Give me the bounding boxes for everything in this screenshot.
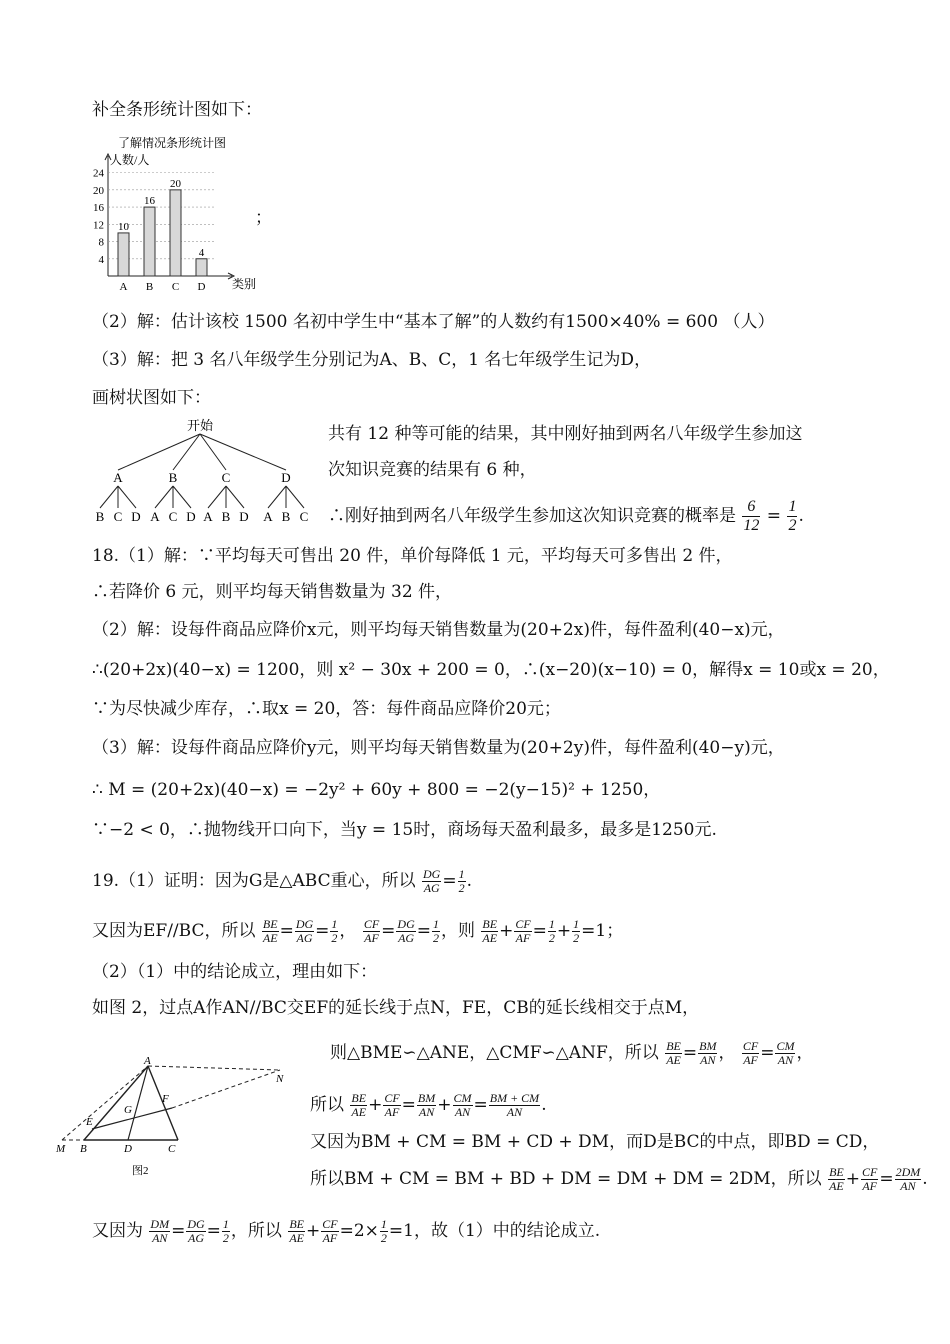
chart-title: 了解情况条形统计图: [118, 136, 227, 150]
tree-text-1: 共有 12 种等可能的结果，其中刚好抽到两名八年级学生参加这: [328, 424, 803, 444]
bar-value-label: 20: [170, 177, 181, 190]
q19-reason-1-text: 则△BME∽△ANE，△CMF∽△ANF，所以: [330, 1043, 659, 1063]
fraction-be-ae-2: $\frac{BE}{AE}$: [482, 917, 498, 945]
q19-part2: （2）（1）中的结论成立，理由如下：: [92, 962, 378, 982]
tree-leaf-a: A: [203, 509, 213, 524]
fraction-dm-an: $\frac{DM}{AN}$: [150, 1217, 170, 1245]
tree-sub-branch: [173, 486, 191, 508]
fig-label-f: F: [162, 1093, 169, 1105]
y-tick-label: 4: [98, 253, 104, 266]
fraction-dg-ag: $\frac{DG}{AG}$: [423, 867, 441, 895]
fraction-half-2: $\frac{1}{2}$: [331, 917, 338, 945]
tree-leaf-c: C: [299, 509, 309, 524]
x-tick-label: C: [171, 281, 180, 293]
tree-leaf-a: A: [263, 509, 273, 524]
figure-2: [52, 1056, 302, 1196]
tree-leaf-c: C: [168, 509, 178, 524]
q19-reason-2: 所以 $\frac{BE}{AE}$ + $\frac{CF}{AF}$ = $\frac{BM}{AN}$ + $\frac{CM}{AN}$ = $\frac{BM + CM}{AN}$ .: [310, 1091, 547, 1119]
probability-text: ∴刚好抽到两名八年级学生参加这次知识竞赛的概率是: [328, 506, 736, 526]
fraction-half-7: $\frac{1}{2}$: [380, 1217, 387, 1245]
tree-text-2: 次知识竞赛的结果有 6 种，: [328, 460, 537, 480]
fig-label-d: D: [124, 1143, 132, 1155]
tree-node-d: D: [281, 470, 291, 485]
bar-a: [118, 233, 129, 276]
q19-part1-text: 19.（1）证明：因为G是△ABC重心，所以: [92, 871, 416, 891]
fraction-be-ae-6: $\frac{BE}{AE}$: [289, 1217, 304, 1245]
tree-leaf-c: C: [113, 509, 123, 524]
fraction-cf-af-6: $\frac{CF}{AF}$: [322, 1217, 338, 1245]
q19-reason-2-text: 所以: [310, 1095, 344, 1115]
q19-part1b-text: 又因为EF//BC，所以: [92, 921, 256, 941]
fraction-dg-ag-3: $\frac{DG}{AG}$: [397, 917, 415, 945]
tree-node-b: B: [168, 470, 178, 485]
tree-node-c: C: [221, 470, 231, 485]
tree-branch: [118, 434, 200, 470]
intro-text: 补全条形统计图如下：: [92, 100, 262, 120]
fraction-cm-an-2: $\frac{CM}{AN}$: [453, 1091, 472, 1119]
q19-part1: 19.（1）证明：因为G是△ABC重心，所以 $\frac{DG}{AG}$ = $\frac{1}{2}$ .: [92, 867, 473, 895]
tree-sub-branch: [268, 486, 286, 508]
fraction-half: $\frac{1}{2}$: [458, 867, 465, 895]
q19-reason-3: 又因为BM + CM = BM + CD + DM，而D是BC的中点，即BD = CD，: [310, 1132, 880, 1152]
q17-part2: （2）解：估计该校 1500 名初中学生中“基本了解”的人数约有1500×40% = 600 （人）: [92, 312, 775, 332]
fraction-bmcm-an: $\frac{BM + CM}{AN}$: [489, 1091, 540, 1119]
q18-part1: 18.（1）解：∵平均每天可售出 20 件，单价每降低 1 元，平均每天可多售出 2 件，: [92, 546, 733, 566]
q18-part1b: ∴若降价 6 元，则平均每天销售数量为 32 件，: [92, 582, 453, 602]
fig-label-c: C: [168, 1143, 176, 1155]
chart-ylabel: 人数/人: [110, 153, 150, 167]
q19-reason-1: 则△BME∽△ANE，△CMF∽△ANF，所以 $\frac{BE}{AE}$ = $\frac{BM}{AN}$ ， $\frac{CF}{AF}$ = $\frac{CM}{AN}$ ，: [330, 1039, 814, 1067]
fraction-bm-an: $\frac{BM}{AN}$: [699, 1039, 717, 1067]
q19-part2b: 如图 2，过点A作AN//BC交EF的延长线于点N，FE，CB的延长线相交于点M，: [92, 998, 700, 1018]
tree-sub-branch: [155, 486, 173, 508]
fraction-2dm-an: $\frac{2DM}{AN}$: [895, 1165, 921, 1193]
tree-leaf-b: B: [281, 509, 291, 524]
tree-leaf-a: A: [150, 509, 160, 524]
fraction-cf-af-3: $\frac{CF}{AF}$: [742, 1039, 759, 1067]
fraction-be-ae-3: $\frac{BE}{AE}$: [666, 1039, 681, 1067]
fraction-cf-af-4: $\frac{CF}{AF}$: [384, 1091, 400, 1119]
x-tick-label: A: [119, 281, 128, 293]
q18-part2b: ∴(20+2x)(40−x) = 1200，则 x² − 30x + 200 = 0，∴(x−20)(x−10) = 0，解得x = 10或x = 20，: [92, 660, 890, 680]
fraction-be-ae-4: $\frac{BE}{AE}$: [351, 1091, 367, 1119]
tree-root-label: 开始: [186, 418, 214, 433]
fraction-half-5: $\frac{1}{2}$: [573, 917, 580, 945]
fraction-cf-af-5: $\frac{CF}{AF}$: [862, 1165, 878, 1193]
y-tick-label: 20: [93, 184, 104, 197]
y-tick-label: 16: [93, 202, 104, 215]
fig-caption: 图2: [132, 1165, 149, 1177]
fraction-cf-af-2: $\frac{CF}{AF}$: [515, 917, 531, 945]
y-tick-label: 12: [93, 219, 104, 232]
fig-line-an: [148, 1066, 280, 1070]
q18-part3c: ∵−2 < 0，∴抛物线开口向下，当y = 15时，商场每天盈利最多，最多是1250元.: [92, 820, 717, 840]
tree-sub-branch: [100, 486, 118, 508]
q17-tree-intro: 画树状图如下：: [92, 388, 211, 408]
tree-leaf-d: D: [239, 509, 249, 524]
tree-sub-branch: [208, 486, 226, 508]
x-tick-label: B: [145, 281, 154, 293]
fig-label-m: M: [56, 1143, 66, 1155]
bar-chart: [82, 134, 262, 294]
q18-part3: （3）解：设每件商品应降价y元，则平均每天销售数量为(20+2y)件，每件盈利(40−y)元，: [92, 738, 785, 758]
q19-last-end: ，故（1）中的结论成立.: [413, 1221, 601, 1241]
fig-label-a: A: [144, 1056, 151, 1067]
q17-part3: （3）解：把 3 名八年级学生分别记为A、B、C，1 名七年级学生记为D，: [92, 350, 652, 370]
fraction-half-6: $\frac{1}{2}$: [222, 1217, 229, 1245]
q19-reason-4: 所以BM + CM = BM + BD + DM = DM + DM = 2DM，所以 $\frac{BE}{AE}$ + $\frac{CF}{AF}$ = $\frac{2DM}{AN}$ .: [310, 1165, 928, 1193]
bar-value-label: 10: [118, 220, 129, 233]
bar-value-label: 16: [144, 195, 155, 208]
tree-text-3: ∴刚好抽到两名八年级学生参加这次知识竞赛的概率是 $\frac{6}{12}$ = $\frac{1}{2}$ .: [328, 498, 804, 534]
chart-xlabel: 类别: [232, 277, 257, 291]
fig-label-g: G: [124, 1104, 132, 1116]
fig-line-fn: [172, 1070, 280, 1108]
tree-leaf-b: B: [221, 509, 231, 524]
fraction-bm-an-2: $\frac{BM}{AN}$: [417, 1091, 436, 1119]
bar-value-label: 4: [198, 246, 205, 259]
tree-leaf-b: B: [95, 509, 105, 524]
tree-diagram: [88, 418, 328, 526]
tree-sub-branch: [286, 486, 304, 508]
bar-c: [170, 190, 181, 276]
tree-sub-branch: [118, 486, 136, 508]
fraction-dg-ag-4: $\frac{DG}{AG}$: [187, 1217, 205, 1245]
tree-sub-branch: [226, 486, 244, 508]
x-tick-label: D: [197, 281, 206, 293]
fraction-6-12: $\frac{6}{12}$: [743, 498, 760, 534]
q18-part3b: ∴ M = (20+2x)(40−x) = −2y² + 60y + 800 = −2(y−15)² + 1250，: [92, 780, 661, 800]
q18-part2: （2）解：设每件商品应降价x元，则平均每天销售数量为(20+2x)件，每件盈利(40−x)元，: [92, 620, 785, 640]
bar-d: [196, 259, 207, 276]
fig-label-b: B: [80, 1143, 87, 1155]
tree-leaf-d: D: [131, 509, 141, 524]
fraction-be-ae: $\frac{BE}{AE}$: [262, 917, 278, 945]
fraction-dg-ag-2: $\frac{DG}{AG}$: [295, 917, 314, 945]
tree-node-a: A: [113, 470, 123, 485]
q18-part2c: ∵为尽快减少库存，∴取x = 20，答：每件商品应降价20元；: [92, 699, 561, 719]
bar-b: [144, 207, 155, 276]
q19-last: 又因为 $\frac{DM}{AN}$ = $\frac{DG}{AG}$ = $\frac{1}{2}$ ，所以 $\frac{BE}{AE}$ + $\frac{CF}{AF}$ =2× $\frac{1}{2}$ =1，故（1）中的结论成立.: [92, 1217, 601, 1245]
q19-part1b: 又因为EF//BC，所以 $\frac{BE}{AE}$ = $\frac{DG}{AG}$ = $\frac{1}{2}$ ， $\frac{CF}{AF}$ = $\frac{DG}{AG}$ = $\frac{1}{2}$ ，则 $\frac{BE}{AE}$ + $\frac{CF}{AF}$ = $\frac{1}{2}$ + $\frac{1}{2}$ =1；: [92, 917, 624, 945]
tree-leaf-d: D: [186, 509, 196, 524]
fig-label-n: N: [276, 1073, 284, 1085]
q19-reason-4-text: 所以BM + CM = BM + BD + DM = DM + DM = 2DM，所以: [310, 1169, 822, 1189]
fraction-cm-an: $\frac{CM}{AN}$: [776, 1039, 795, 1067]
fraction-half-4: $\frac{1}{2}$: [548, 917, 555, 945]
y-tick-label: 24: [93, 167, 104, 180]
q19-last-text: 又因为: [92, 1221, 143, 1241]
y-tick-label: 8: [98, 236, 104, 249]
fig-label-e: E: [86, 1116, 93, 1128]
chart-semicolon: ；: [255, 208, 272, 228]
fraction-cf-af: $\frac{CF}{AF}$: [363, 917, 380, 945]
fig-line-ma: [62, 1066, 148, 1140]
fraction-half-3: $\frac{1}{2}$: [433, 917, 439, 945]
fraction-be-ae-5: $\frac{BE}{AE}$: [829, 1165, 844, 1193]
fraction-1-2: $\frac{1}{2}$: [788, 498, 797, 534]
